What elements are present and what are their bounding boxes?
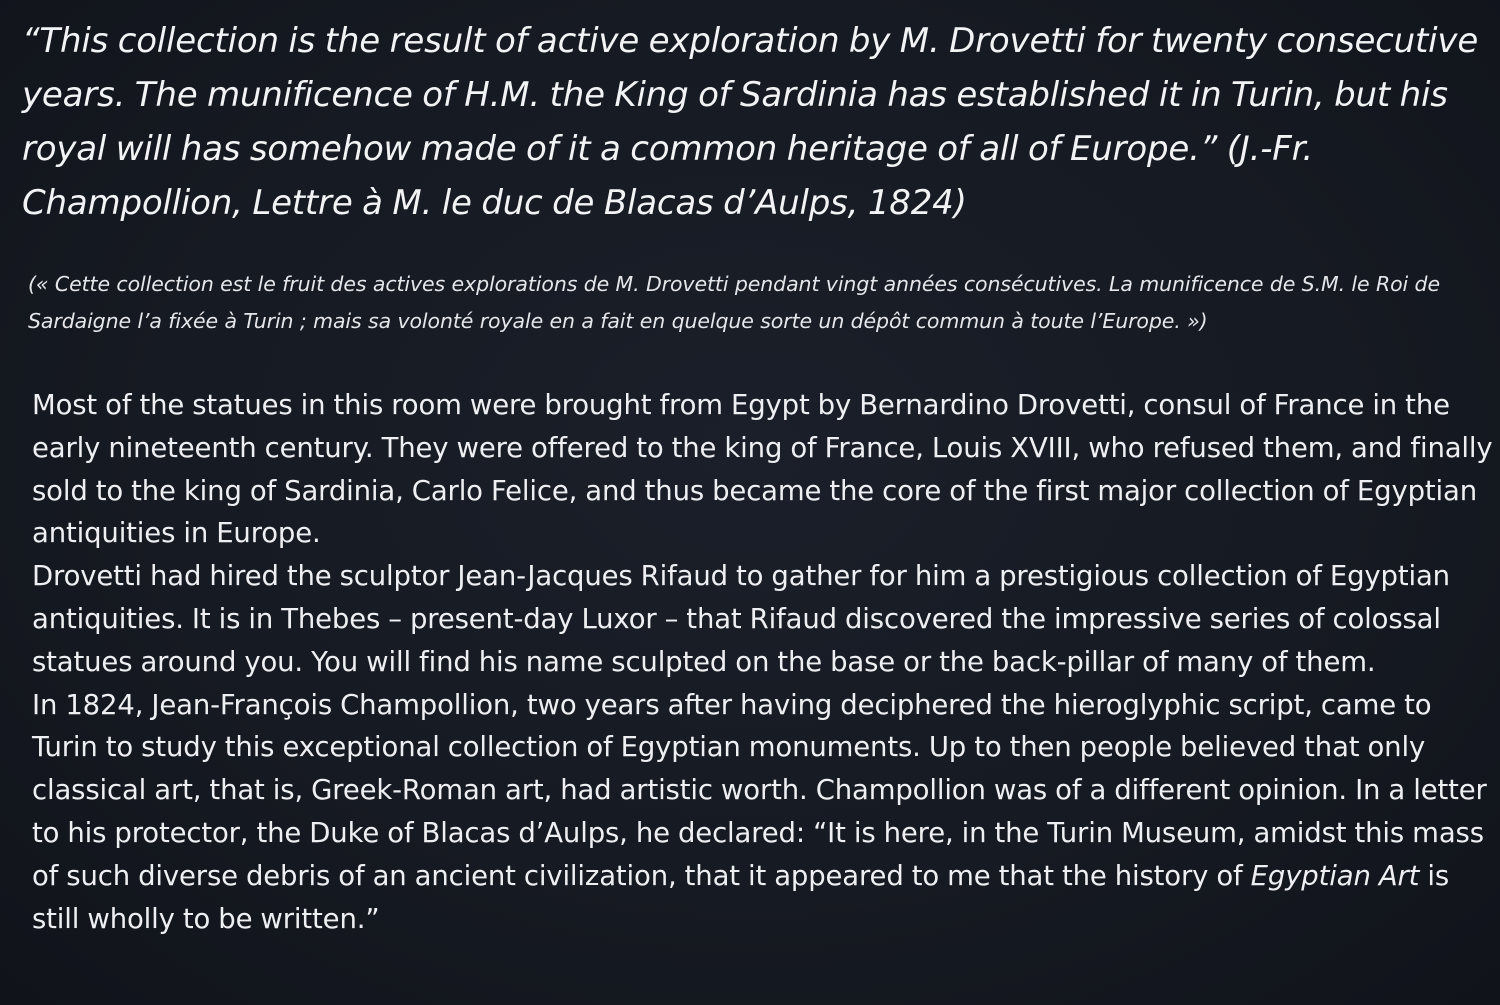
paragraph-rifaud: Drovetti had hired the sculptor Jean-Jacques Rifaud to gather for him a prestigious collection of Egyptian antiquities. It is in Thebes – present-day Luxor – that Rifaud discovered the impressive series of colossal statues around you. You will find his name sculpted on the base or the back-pillar of many of them. [32, 560, 1450, 678]
explanatory-text [32, 384, 1494, 940]
paragraph-champollion-text: In 1824, Jean-François Champollion, two years after having deciphered the hieroglyphic script, came to Turin to study this exceptional collection of Egyptian monuments. Up to then people believed that only classical art, that is, Greek-Roman art, had artistic worth. Champollion was of a different opinion. In a letter to his protector, the Duke of Blacas d’Aulps, he declared: “It is here, in the Turin Museum, amidst this mass of such diverse debris of an ancient civilization, that it appeared to me that the history of [32, 688, 1487, 892]
egyptian-art-emphasis: Egyptian Art [1250, 859, 1420, 892]
paragraph-champollion-ending: is still wholly to be written.” [32, 859, 1450, 935]
champollion-quote-english: “This collection is the result of active exploration by M. Drovetti for twenty consecutive years. The munificence of H.M. the King of Sardinia has established it in Turin, but his royal will has somehow made of it a common heritage of all of Europe.” (J.-Fr. Champollion, Lettre à M. le duc de Blacas d’Aulps, 1824) [22, 21, 1479, 223]
paragraph-champollion [32, 684, 1494, 941]
paragraph-drovetti-statues: Most of the statues in this room were brought from Egypt by Bernardino Drovetti, consul of France in the early nineteenth century. They were offered to the king of France, Louis XVIII, who refused them, and finally sold to the king of Sardinia, Carlo Felice, and thus became the core of the first major collection of Egyptian antiquities in Europe. [32, 389, 1493, 550]
champollion-quote-french: (« Cette collection est le fruit des actives explorations de M. Drovetti pendant vingt années consécutives. La munificence de S.M. le Roi de Sardaigne l’a fixée à Turin ; mais sa volonté royale en a fait en quelque sorte un dépôt commun à toute l’Europe. ») [28, 272, 1440, 333]
